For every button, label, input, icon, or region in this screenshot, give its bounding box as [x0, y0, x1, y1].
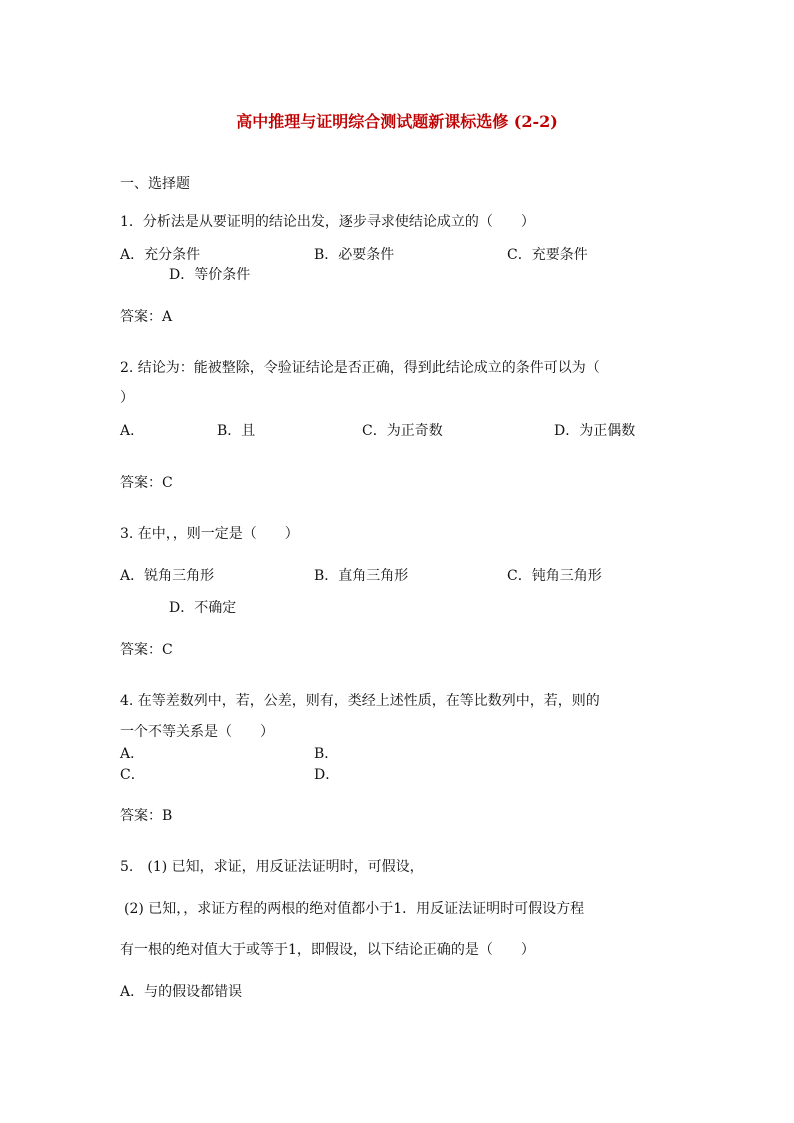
q3-option-b: B．直角三角形 [314, 568, 409, 584]
q5-line-3: 有一根的绝对值大于或等于1，即假设，以下结论正确的是（ ） [120, 942, 535, 958]
q2-stem: 2. 结论为：能被整除，令验证结论是否正确，得到此结论成立的条件可以为（ [120, 360, 600, 376]
q2-option-b: B．且 [217, 423, 256, 439]
q3-option-a: A．锐角三角形 [120, 568, 215, 584]
q1-option-d: D．等价条件 [169, 267, 251, 283]
q4-option-d: D． [314, 767, 340, 783]
q4-option-b: B． [314, 746, 339, 762]
q4-stem-cont: 一个不等关系是（ ） [120, 724, 274, 740]
q4-option-c: C． [120, 767, 145, 783]
page-title: 高中推理与证明综合测试题新课标选修 (2-2) [236, 112, 558, 131]
q4-option-a: A． [120, 746, 145, 762]
q1-option-b: B．必要条件 [314, 247, 395, 263]
q2-stem-cont: ） [120, 390, 134, 406]
q5-line-1: 5. (1) 已知，求证，用反证法证明时，可假设， [120, 859, 424, 875]
q4-answer: 答案：B [120, 808, 173, 824]
q5-line-2: (2) 已知，，求证方程的两根的绝对值都小于1．用反证法证明时可假设方程 [124, 901, 585, 917]
q1-option-a: A．充分条件 [120, 247, 201, 263]
q1-stem: 1．分析法是从要证明的结论出发，逐步寻求使结论成立的（ ） [120, 214, 535, 230]
q3-option-d: D．不确定 [169, 600, 237, 616]
q3-stem: 3. 在中，，则一定是（ ） [120, 526, 299, 542]
q2-option-d: D．为正偶数 [554, 423, 636, 439]
q3-answer: 答案：C [120, 642, 173, 658]
q4-stem: 4. 在等差数列中，若，公差，则有，类经上述性质，在等比数列中，若，则的 [120, 693, 600, 709]
q3-option-c: C．钝角三角形 [507, 568, 602, 584]
q2-answer: 答案：C [120, 475, 173, 491]
q2-option-c: C．为正奇数 [362, 423, 443, 439]
q5-option-a: A．与的假设都错误 [120, 984, 243, 1000]
q1-option-c: C．充要条件 [507, 247, 588, 263]
q2-option-a: A． [120, 423, 145, 439]
q1-answer: 答案：A [120, 309, 173, 325]
section-heading: 一、选择题 [120, 176, 190, 192]
